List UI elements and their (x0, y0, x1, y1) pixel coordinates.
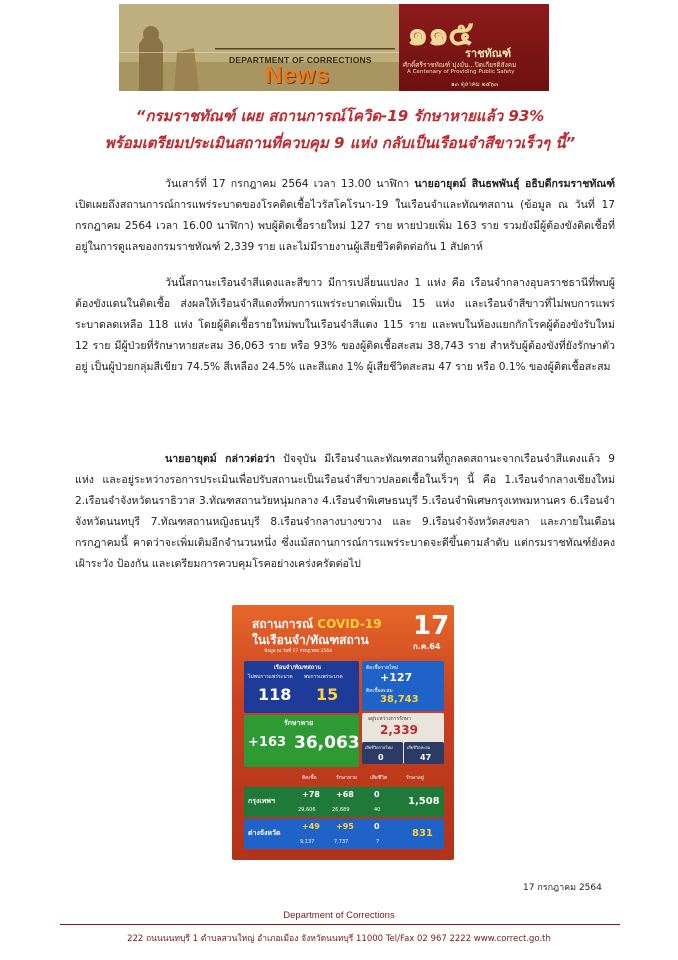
treating-count: 2,339 (380, 723, 418, 737)
col-cured: รักษาหาย (336, 775, 357, 781)
anniversary-banner (399, 4, 549, 91)
headline-line-1: “กรมราชทัณฑ์ เผย สถานการณ์โควิด-19 รักษาหายแล้ว 93% (135, 107, 545, 125)
info-month: ก.ค.64 (413, 642, 441, 651)
p3-name: นายอายุตม์ กล่าวต่อว่า (165, 453, 276, 465)
info-title-a: สถานการณ์ (252, 617, 318, 631)
p1-lead: วันเสาร์ที่ 17 กรกฎาคม 2564 เวลา 13.00 นาฬิกา (165, 178, 415, 190)
prov-infected-total: 9,137 (300, 839, 315, 845)
red-count: 15 (316, 685, 339, 704)
cured-label: รักษาหาย (284, 719, 314, 727)
dead-total-card (404, 742, 444, 764)
bkk-label: กรุงเทพฯ (248, 797, 275, 805)
bkk-infected: +78 (302, 790, 320, 799)
prov-cured: +95 (336, 822, 354, 831)
headline (60, 103, 620, 157)
cured-new: +163 (248, 735, 287, 750)
bkk-cured: +68 (336, 790, 354, 799)
col-treating: รักษาอยู่ (406, 775, 424, 781)
paragraph-1 (75, 174, 615, 258)
bkk-treating: 1,508 (408, 796, 440, 807)
dead-total: 47 (420, 753, 432, 762)
covid-infographic (232, 605, 454, 860)
prov-cured-total: 7,737 (334, 839, 349, 845)
footer-divider (60, 924, 620, 925)
prisons-card (244, 661, 359, 713)
new-label: ติดเชื้อรายใหม่ (366, 665, 399, 671)
header-banner (119, 4, 549, 91)
bkk-cured-total: 26,689 (332, 807, 350, 813)
new-count: +127 (380, 671, 413, 684)
prov-dead-total: 7 (376, 839, 380, 845)
slogan-en: A Centenary of Providing Public Safety (407, 69, 515, 75)
dead-new-label: เสียชีวิตรายใหม่ (365, 745, 393, 750)
prov-infected: +49 (302, 822, 320, 831)
slogan-th: ศักดิ์ศรีราชทัณฑ์ มุ่งมั่น...ปิดเกียรติสังคม (403, 61, 517, 69)
treating-label: อยู่ระหว่างการรักษา (368, 716, 411, 722)
anniversary-number: ๑๑๕ (407, 14, 473, 54)
paragraph-3 (75, 449, 615, 575)
red-label: พบการแพร่ระบาด (304, 674, 343, 680)
news-banner (119, 4, 399, 91)
department-label: DEPARTMENT OF CORRECTIONS (229, 55, 372, 65)
dead-new-card (362, 742, 403, 764)
paragraph-2 (75, 273, 615, 378)
prov-label: ต่างจังหวัด (248, 829, 281, 837)
cured-card (244, 715, 359, 767)
p1-name: นายอายุตม์ สินธพพันธุ์ อธิบดีกรมราชทัณฑ์ (414, 178, 615, 190)
region-table (244, 769, 444, 851)
p2-text: วันนี้สถานะเรือนจำสีแดงและสีขาว มีการเปลี่ยนแปลง 1 แห่ง คือ เรือนจำกลางอุบลราชธานีที่พบผู้ต้องขังแดนในติดเชื้อ ส่งผลให้เรือนจำสีแดงที่พบการแพร่ระบาดเพิ่มเป็น 15 แห่ง และเรือนจำสีขาวที่ไม่พบการแพร่ระบาดลดเหลือ 118 แห่ง โดยผู้ติดเชื้อรายใหม่พบในเรือนจำสีแดง 115 ราย และพบในห้องแยกกักโรคผู้ต้องขังรับใหม่ 12 ราย มีผู้ป่วยที่รักษาหายสะสม 36,063 ราย หรือ 93% ของผู้ติดเชื้อสะสม 38,743 ราย สำหรับผู้ต้องขังที่ยังรักษาตัวอยู่ เป็นผู้ป่วยกลุ่มสีเขียว 74.5% สีเหลือง 24.5% และสีแดง 1% ผู้เสียชีวิตสะสม 47 ราย หรือ 0.1% ของผู้ติดเชื้อสะสม (75, 277, 615, 373)
prisons-label: เรือนจำ/ทัณฑสถาน (274, 665, 322, 671)
bkk-dead: 0 (374, 790, 380, 799)
table-row-bangkok (244, 787, 444, 817)
footer-title: Department of Corrections (283, 910, 395, 921)
col-infected: ติดเชื้อ (302, 775, 317, 781)
banner-date: ๑๓ ตุลาคม ๒๕๖๓ (451, 81, 499, 88)
p1-rest: เปิดเผยถึงสถานการณ์การแพร่ระบาดของโรคติดเชื้อไวรัสโคโรนา-19 ในเรือนจำและทัณฑสถาน (ข้อมูล ณ วันที่ 17 กรกฎาคม 2564 เวลา 16.00 นาฬิกา) พบผู้ติดเชื้อรายใหม่ 127 ราย หายป่วยเพิ่ม 163 ราย รวมยังมีผู้ต้องขังติดเชื้อที่อยู่ในการดูแลของกรมราชทัณฑ์ 2,339 ราย และไม่มีรายงานผู้เสียชีวิตติดต่อกัน 1 สัปดาห์ (75, 199, 615, 253)
footer-address: 222 ถนนนนทบุรี 1 ตำบลสวนใหญ่ อำเภอเมือง จังหวัดนนทบุรี 11000 Tel/Fax 02 967 2222 www.correct.go.th (127, 934, 551, 944)
info-day: 17 (413, 611, 450, 641)
cumulative-label: ติดเชื้อสะสม (366, 688, 393, 694)
cumulative-count: 38,743 (380, 694, 419, 705)
bkk-dead-total: 40 (374, 807, 381, 813)
prov-treating: 831 (412, 828, 433, 839)
headline-line-2: พร้อมเตรียมประเมินสถานที่ควบคุม 9 แห่ง กลับเป็นเรือนจำสีขาวเร็วๆ นี้” (104, 134, 576, 152)
info-title-covid: COVID-19 (317, 617, 382, 631)
white-label: ไม่พบการแพร่ระบาด (248, 674, 293, 680)
col-dead: เสียชีวิต (370, 775, 388, 781)
white-count: 118 (258, 685, 292, 704)
new-cases-card (362, 661, 444, 711)
news-label: News (265, 62, 330, 89)
bkk-infected-total: 29,606 (298, 807, 316, 813)
p3-rest: ปัจจุบัน มีเรือนจำและทัณฑสถานที่ถูกลดสถานะจากเรือนจำสีแดงแล้ว 9 แห่ง และอยู่ระหว่างรอการประเมินเพื่อปรับสถานะเป็นเรือนจำสีขาวปลอดเชื้อในเร็วๆ นี้ คือ 1.เรือนจำกลางเชียงใหม่ 2.เรือนจำจังหวัดนราธิวาส 3.ทัณฑสถานวัยหนุ่มกลาง 4.เรือนจำพิเศษธนบุรี 5.เรือนจำพิเศษกรุงเทพมหานคร 6.เรือนจำจังหวัดนนทบุรี 7.ทัณฑสถานหญิงธนบุรี 8.เรือนจำกลางบางขวาง และ 9.เรือนจำจังหวัดสงขลา และภายในเดือนกรกฎาคมนี้ คาดว่าจะเพิ่มเติมอีกจำนวนหนึ่ง ซึ่งแม้สถานการณ์การแพร่ระบาดจะดีขึ้นตามลำดับ แต่กรมราชทัณฑ์ยังคงเฝ้าระวัง ป้องกัน และเตรียมการควบคุมโรคอย่างเคร่งครัดต่อไป (75, 453, 615, 570)
sign-date: 17 กรกฎาคม 2564 (523, 883, 602, 893)
cured-total: 36,063 (294, 733, 360, 753)
dead-total-label: เสียชีวิตสะสม (407, 745, 431, 750)
statue-illustration (119, 4, 399, 91)
info-title-2: ในเรือนจำ/ทัณฑสถาน (252, 633, 369, 647)
dead-new: 0 (378, 753, 384, 762)
royal-text: ราชทัณฑ์ (465, 47, 512, 60)
table-row-provinces (244, 819, 444, 849)
prov-dead: 0 (374, 822, 380, 831)
info-as-of: ข้อมูล ณ วันที่ 17 กรกฎาคม 2564 (264, 649, 332, 654)
